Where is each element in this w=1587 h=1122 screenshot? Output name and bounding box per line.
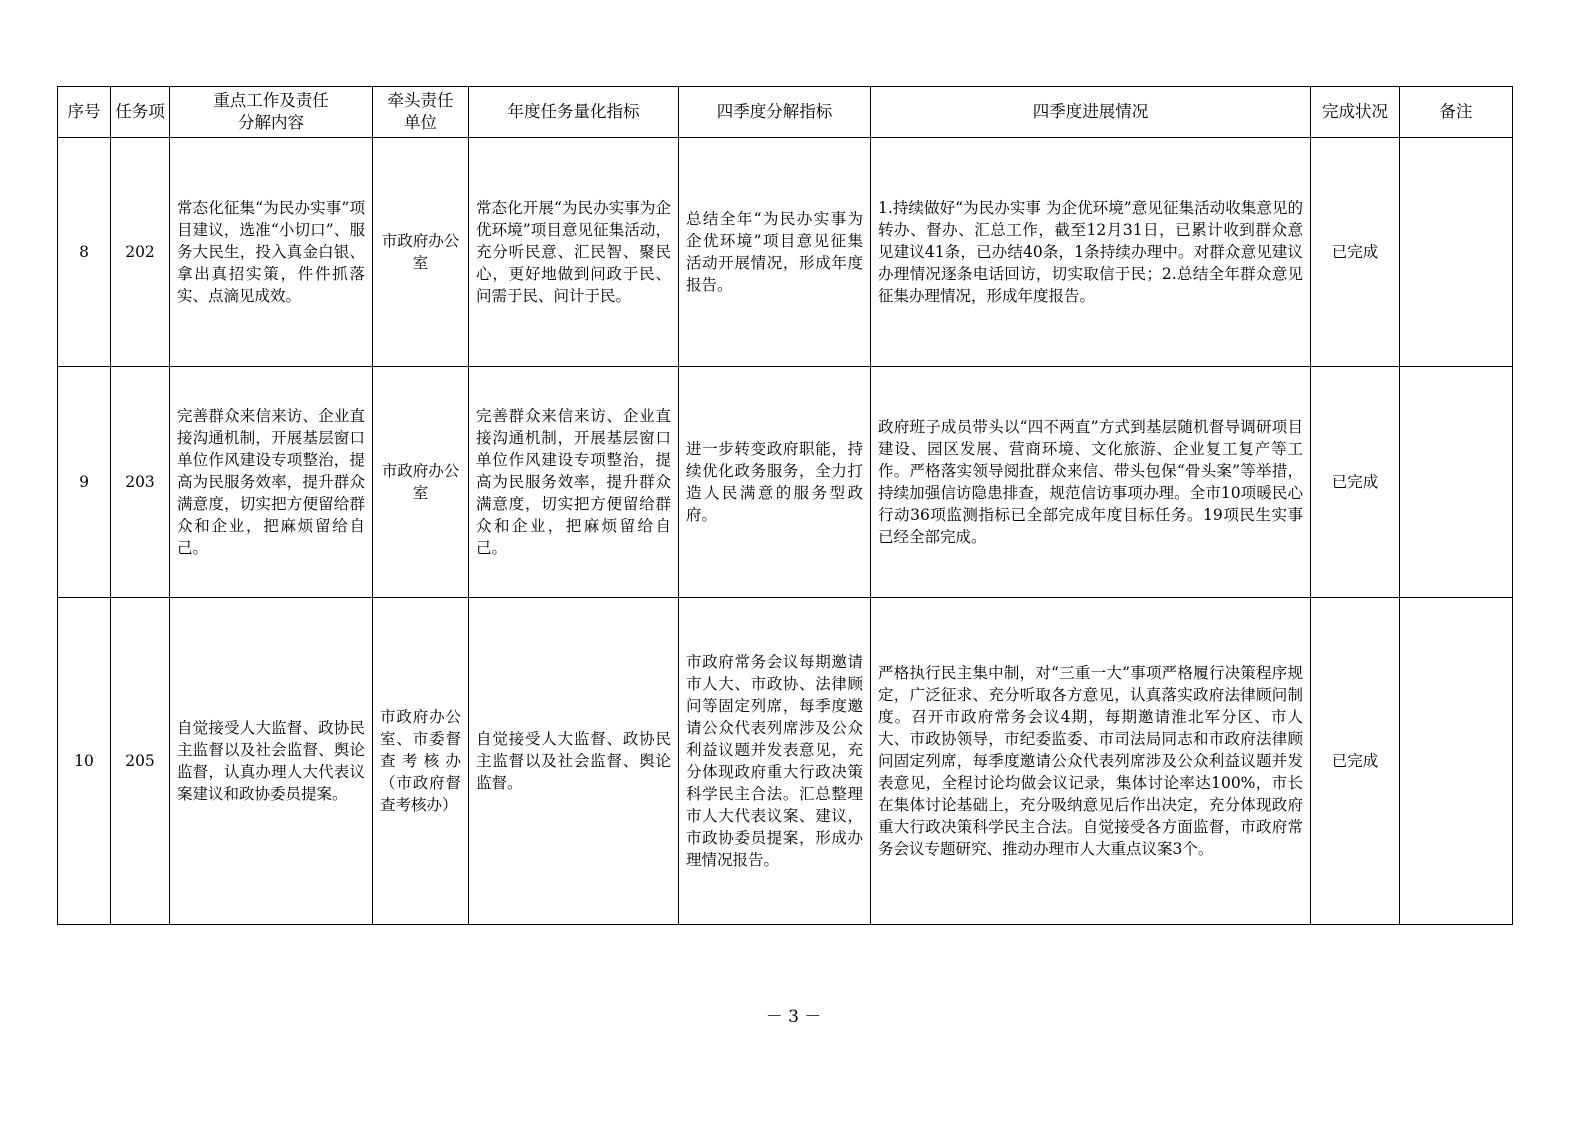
cell-annual: 常态化开展“为民办实事为企优环境”项目意见征集活动，充分听民意、汇民智、聚民心，更好地做到问政于民、问需于民、问计于民。 — [469, 138, 679, 367]
cell-lead: 市政府办公室 — [373, 138, 469, 367]
task-progress-table — [57, 86, 1513, 925]
header-annual: 年度任务量化指标 — [469, 87, 679, 138]
header-seq: 序号 — [58, 87, 111, 138]
cell-progress: 政府班子成员带头以“四不两直”方式到基层随机督导调研项目建设、园区发展、营商环境、文化旅游、企业复工复产等工作。严格落实领导阅批群众来信、带头包保“骨头案”等举措，持续加强信访隐患排查，规范信访事项办理。全市10项暖民心行动36项监测指标已全部完成年度目标任务。19项民生实事已经全部完成。 — [871, 367, 1311, 598]
header-q4: 四季度分解指标 — [679, 87, 871, 138]
cell-work: 常态化征集“为民办实事”项目建议，选准“小切口”、服务大民生，投入真金白银、拿出真招实策，件件抓落实、点滴见成效。 — [170, 138, 373, 367]
cell-progress: 1.持续做好“为民办实事 为企优环境”意见征集活动收集意见的转办、督办、汇总工作，截至12月31日，已累计收到群众意见建议41条，已办结40条，1条持续办理中。对群众意见建议办理情况逐条电话回访，切实取信于民；2.总结全年群众意见征集办理情况，形成年度报告。 — [871, 138, 1311, 367]
cell-annual: 自觉接受人大监督、政协民主监督以及社会监督、舆论监督。 — [469, 598, 679, 925]
header-lead-text: 牵头责任单位 — [387, 91, 454, 132]
cell-seq: 8 — [58, 138, 111, 367]
header-work-text: 重点工作及责任分解内容 — [213, 91, 329, 132]
header-work — [170, 87, 373, 138]
cell-seq: 9 — [58, 367, 111, 598]
cell-status: 已完成 — [1311, 138, 1400, 367]
cell-status: 已完成 — [1311, 367, 1400, 598]
table-row — [58, 598, 1513, 925]
table-row — [58, 367, 1513, 598]
cell-q4: 总结全年“为民办实事为企优环境”项目意见征集活动开展情况，形成年度报告。 — [679, 138, 871, 367]
task-table-container — [57, 86, 1512, 925]
cell-note — [1400, 138, 1513, 367]
cell-q4: 进一步转变政府职能，持续优化政务服务，全力打造人民满意的服务型政府。 — [679, 367, 871, 598]
cell-q4: 市政府常务会议每期邀请市人大、市政协、法律顾问等固定列席，每季度邀请公众代表列席涉及公众利益议题并发表意见，充分体现政府重大行政决策科学民主合法。汇总整理市人大代表议案、建议，市政协委员提案，形成办理情况报告。 — [679, 598, 871, 925]
header-note: 备注 — [1400, 87, 1513, 138]
cell-task: 205 — [111, 598, 170, 925]
header-task: 任务项 — [111, 87, 170, 138]
cell-note — [1400, 367, 1513, 598]
header-status: 完成状况 — [1311, 87, 1400, 138]
cell-lead: 市政府办公室、市委督查考核办（市政府督查考核办） — [373, 598, 469, 925]
cell-note — [1400, 598, 1513, 925]
cell-task: 203 — [111, 367, 170, 598]
table-row — [58, 138, 1513, 367]
page-number: － 3 － — [765, 1007, 822, 1027]
cell-annual: 完善群众来信来访、企业直接沟通机制，开展基层窗口单位作风建设专项整治，提高为民服务效率，提升群众满意度，切实把方便留给群众和企业，把麻烦留给自己。 — [469, 367, 679, 598]
cell-task: 202 — [111, 138, 170, 367]
cell-work: 完善群众来信来访、企业直接沟通机制，开展基层窗口单位作风建设专项整治，提高为民服务效率，提升群众满意度，切实把方便留给群众和企业，把麻烦留给自己。 — [170, 367, 373, 598]
cell-seq: 10 — [58, 598, 111, 925]
header-progress: 四季度进展情况 — [871, 87, 1311, 138]
header-lead — [373, 87, 469, 138]
cell-work: 自觉接受人大监督、政协民主监督以及社会监督、舆论监督，认真办理人大代表议案建议和政协委员提案。 — [170, 598, 373, 925]
table-header-row — [58, 87, 1513, 138]
cell-lead: 市政府办公室 — [373, 367, 469, 598]
cell-progress: 严格执行民主集中制，对“三重一大”事项严格履行决策程序规定，广泛征求、充分听取各方意见，认真落实政府法律顾问制度。召开市政府常务会议4期，每期邀请淮北军分区、市人大、市政协领导，市纪委监委、市司法局同志和市政府法律顾问固定列席，每季度邀请公众代表列席涉及公众利益议题并发表意见，全程讨论均做会议记录，集体讨论率达100%，市长在集体讨论基础上，充分吸纳意见后作出决定，充分体现政府重大行政决策科学民主合法。自觉接受各方面监督，市政府常务会议专题研究、推动办理市人大重点议案3个。 — [871, 598, 1311, 925]
cell-status: 已完成 — [1311, 598, 1400, 925]
